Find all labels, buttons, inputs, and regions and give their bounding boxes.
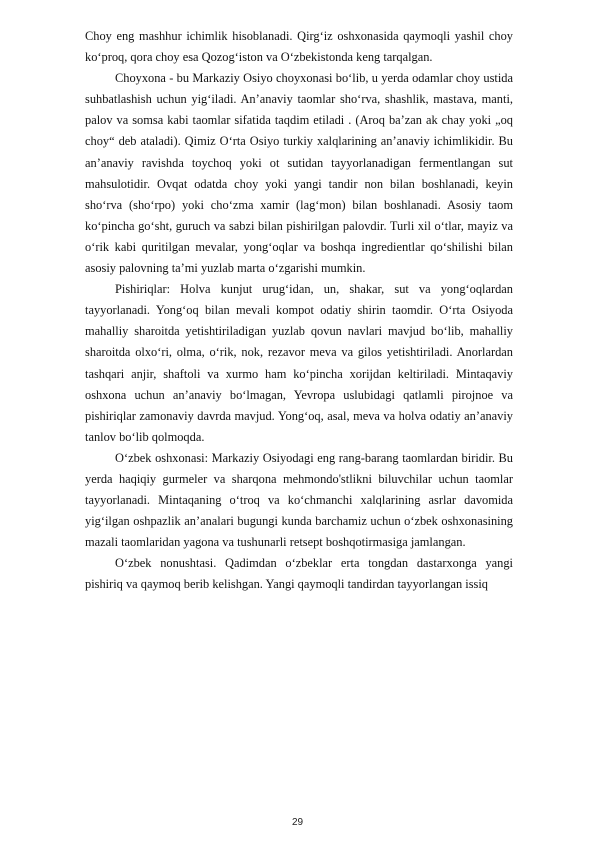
paragraph-uzbek-breakfast: Oʻzbek nonushtasi. Qadimdan oʻzbeklar erta tongdan dastarxonga yangi pishiriq va qaymoq berib kelishgan. Yangi qaymoqli tandirdan tayyorlangan issiq xyxy=(85,556,513,592)
paragraph-choyxona: Choyxona - bu Markaziy Osiyo choyxonasi boʻlib, u yerda odamlar choy ustida suhbatlashish uchun yigʻiladi. Anʼanaviy taomlar shoʻrva, shashlik, mastava, manti, palov va somsa kabi taomlar sifatida taqdim etiladi . (Aroq baʼzan ak chay yoki „oq choy“ deb ataladi). Qimiz Oʻrta Osiyo turkiy xalqlarining anʼanaviy ichimlikidir. Bu anʼanaviy ravishda toychoq yoki ot sutidan tayyorlanadigan fermentlangan sut mahsulotidir. Ovqat odatda choy yoki yangi tandir non bilan boshlanadi, keyin shoʻrva (shoʻrpo) yoki choʻzma xamir (lagʻmon) bilan boshlanadi. Asosiy taom koʻpincha goʻsht, guruch va sabzi bilan pishirilgan palovdir. Turli xil oʻtlar, mayiz va oʻrik kabi quritilgan mevalar, yongʻoqlar va boshqa ingredientlar qoʻshilishi bilan asosiy palovning taʼmi yuzlab marta oʻzgarishi mumkin. xyxy=(85,71,513,276)
paragraph-pastries: Pishiriqlar: Holva kunjut urugʻidan, un, shakar, sut va yongʻoqlardan tayyorlanadi. Yongʻoq bilan mevali kompot odatiy shirin taomdir. Oʻrta Osiyoda mahalliy sharoitda yetishtiriladigan yuzlab qovun navlari mavjud boʻlib, mahalliy sharoitda olxoʻri, olma, oʻrik, nok, rezavor meva va gilos yetishtiriladi. Anorlardan tashqari anjir, shaftoli va xurmo ham koʻpincha xorijdan keltiriladi. Mintaqaviy oshxona uchun anʼanaviy boʻlmagan, Yevropa uslubidagi qatlamli pirojnoe va pishiriqlar zamonaviy davrda mavjud. Yongʻoq, asal, meva va holva odatiy anʼanaviy tanlov boʻlib qolmoqda. xyxy=(85,282,513,444)
paragraph-uzbek-cuisine: O‘zbek oshxonasi: Markaziy Osiyodagi eng rang-barang taomlardan biridir. Bu yerda haqiqiy gurmeler va sharqona mehmondo'stlikni biluvchilar uchun taomlar tayyorlanadi. Mintaqaning o‘troq va ko‘chmanchi xalqlarining asrlar davomida yig‘ilgan oshpazlik an’analari bugungi kunda barchamiz uchun o‘zbek oshxonasining mazali taomlaridan yagona va tushunarli retsept boshqotirmasiga jamlangan. xyxy=(85,450,513,550)
body-text xyxy=(85,26,513,596)
paragraph-tea: Choy eng mashhur ichimlik hisoblanadi. Qirgʻiz oshxonasida qaymoqli yashil choy koʻproq, qora choy esa Qozogʻiston va Oʻzbekistonda keng tarqalgan. xyxy=(85,29,513,65)
page-number: 29 xyxy=(291,817,304,828)
